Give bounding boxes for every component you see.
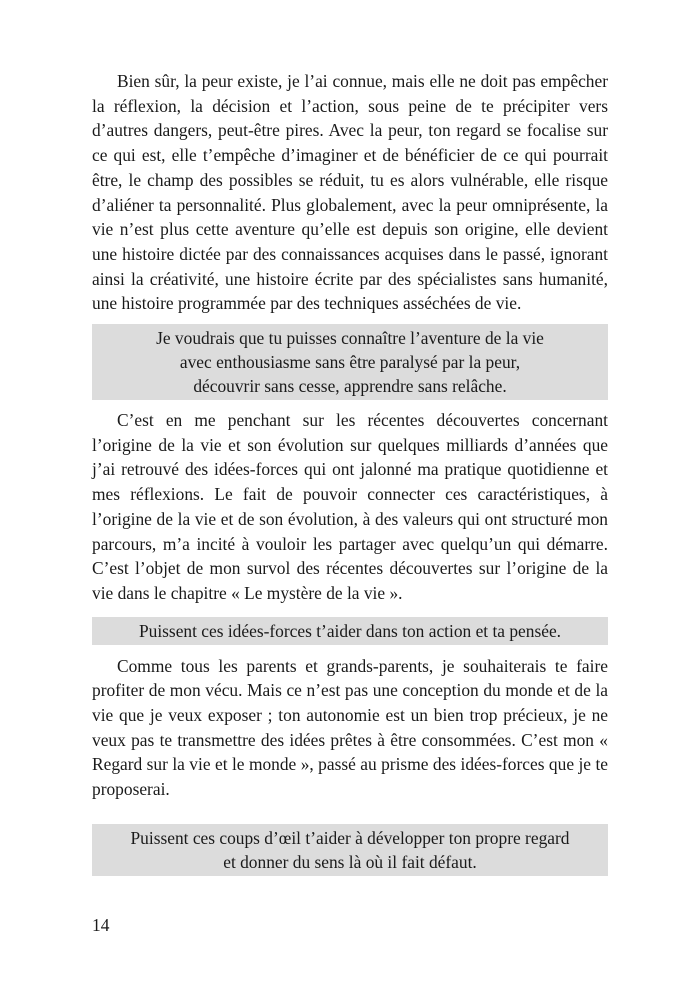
highlight-line: et donner du sens là où il fait défaut. [223,851,477,872]
paragraph-experience: Comme tous les parents et grands-parents, je souhaiterais te faire profiter de mon vécu. Mais ce n’est pas une conception du monde et de la vie que je veux exposer ; ton autonomie est un bien trop précieux, je ne veux pas te transmettre des idées prêtes à être consommées. C’est mon « Regard sur la vie et le monde », passé au prisme des idées-forces que je te proposerai. [92,655,608,800]
highlight-line: avec enthousiasme sans être paralysé par la peur, [179,352,521,373]
highlight-line: découvrir sans cesse, apprendre sans relâche. [193,376,507,397]
page-number: 14 [92,915,110,935]
page-content [92,69,608,876]
highlight-line: Puissent ces coups d’œil t’aider à développer ton propre regard [130,827,570,848]
highlight-box-adventure [92,324,608,400]
highlight-line: Puissent ces idées-forces t’aider dans ton action et ta pensée. [138,620,562,641]
highlight-line: Je voudrais que tu puisses connaître l’aventure de la vie [156,328,544,349]
paragraph-origin-of-life: C’est en me penchant sur les récentes découvertes concernant l’origine de la vie et son évolution sur quelques milliards d’années que j’ai retrouvé des idées-forces qui ont jalonné ma pratique quotidienne et mes réflexions. Le fait de pouvoir connecter ces caractéristiques, à l’origine de la vie et de son évolution, à des valeurs qui ont structuré mon parcours, m’a incité à vouloir les partager avec quelqu’un qui démarre. C’est l’objet de mon survol des récentes découvertes sur l’origine de la vie dans le chapitre « Le mystère de la vie ». [92,410,608,603]
paragraph-fear: Bien sûr, la peur existe, je l’ai connue, mais elle ne doit pas empêcher la réflexion, la décision et l’action, sous peine de te précipiter vers d’autres dangers, peut-être pires. Avec la peur, ton regard se focalise sur ce qui est, elle t’empêche d’imaginer et de bénéficier de ce qui pourrait être, le champ des possibles se réduit, tu es alors vulnérable, elle risque d’aliéner ta personnalité. Plus globalement, avec la peur omniprésente, la vie n’est plus cette aventure qu’elle est depuis son origine, elle devient une histoire dictée par des connaissances acquises dans le passé, ignorant ainsi la créativité, une histoire écrite par des spécialistes sans humanité, une histoire programmée par des techniques asséchées de vie. [92,71,608,314]
highlight-box-perspective [92,824,608,876]
highlight-box-ideas [92,617,608,645]
